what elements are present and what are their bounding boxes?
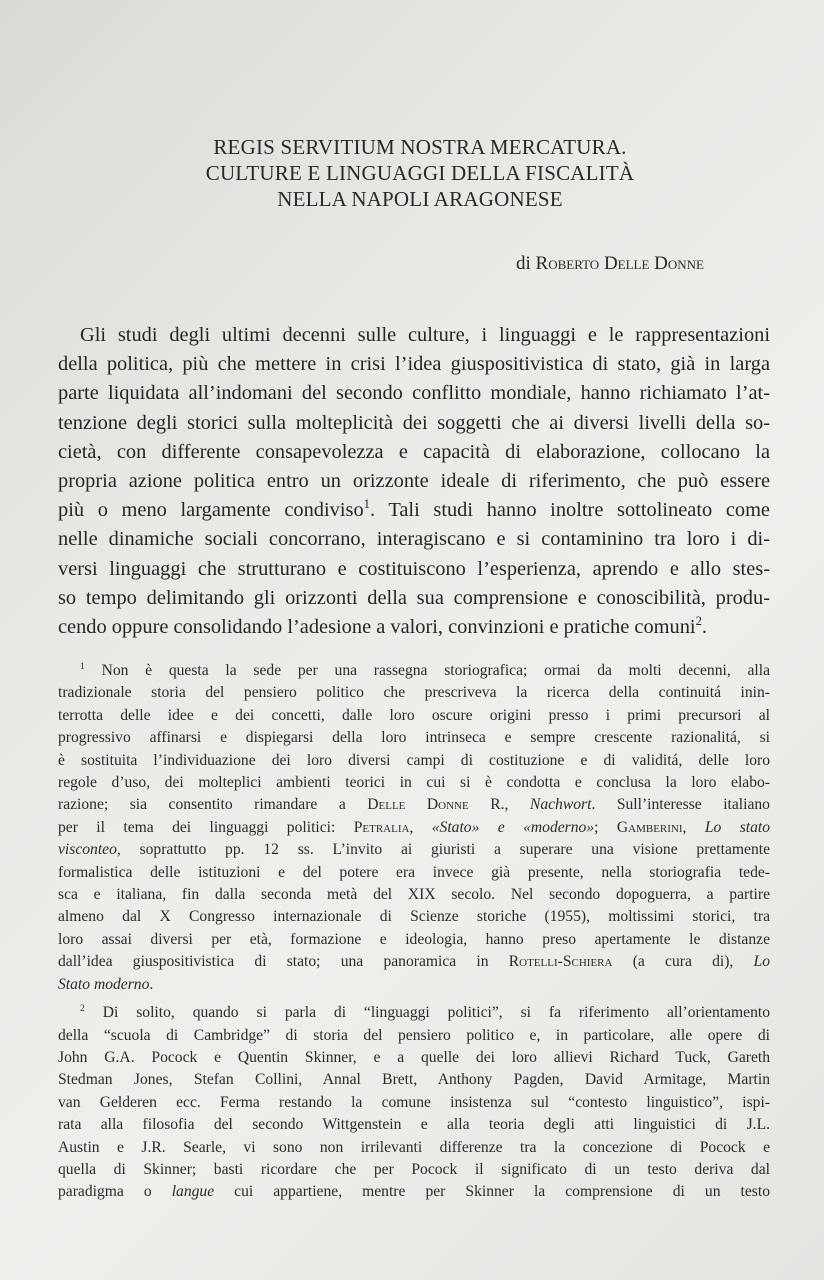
footnote-line (58, 951, 770, 973)
paragraph-line: so tempo delimitando gli orizzonti della sua comprensione e conoscibilità, produ- (58, 586, 770, 609)
footnotes (58, 660, 770, 1204)
citation-author: Rotelli-Schiera (508, 953, 613, 971)
citation-author: Gamberini (616, 818, 683, 836)
italic-term: langue (171, 1183, 215, 1201)
footnote-1 (58, 660, 770, 996)
paragraph-line (58, 613, 770, 642)
footnote-line: Austin e J.R. Searle, vi sono non irrilevanti differenze tra la concezione di Pocock e (58, 1138, 770, 1156)
footnote-line: Stedman Jones, Stefan Collini, Annal Brett, Anthony Pagden, David Armitage, Martin (58, 1071, 770, 1089)
footnote-text: R., (468, 796, 530, 814)
footnote-text: . (149, 975, 154, 993)
paragraph-text: più o meno largamente condiviso (58, 499, 364, 522)
citation-title: visconteo (58, 841, 117, 859)
paragraph-line: propria azione politica entro un orizzonte ideale di riferimento, che può essere (58, 470, 770, 493)
footnote-line: regole d’uso, dei molteplici ambienti teorici in cui si è condotta e conclusa la loro elabo- (58, 774, 770, 792)
citation-title: Stato moderno (58, 975, 150, 993)
citation-title: Lo (753, 953, 770, 971)
main-paragraph (58, 321, 770, 642)
footnote-text: per il tema dei linguaggi politici: (58, 818, 354, 836)
footnote-text: , (682, 818, 705, 836)
citation-title: Lo stato (704, 818, 770, 836)
paragraph-line (58, 496, 770, 525)
author-prefix: di (516, 253, 536, 274)
footnote-line: è sostituita l’individuazione dei loro diversi campi di costituzione e di validitá, delle loro (58, 751, 770, 769)
footnote-line: van Gelderen ecc. Ferma restando la comune insistenza sul “contesto linguistico”, ispi- (58, 1093, 770, 1111)
paragraph-line: nelle dinamiche sociali concorrano, interagiscano e si contaminino tra loro i di- (58, 528, 770, 551)
paragraph-line: parte liquidata all’indomani del secondo conflitto mondiale, hanno richiamato l’at- (58, 382, 770, 405)
footnote-line: John G.A. Pocock e Quentin Skinner, e a quelle dei loro allievi Richard Tuck, Gareth (58, 1048, 770, 1066)
footnote-line: della “scuola di Cambridge” di storia del pensiero politico e, in particolare, alle opere di (58, 1026, 770, 1044)
footnote-2 (58, 1002, 770, 1204)
footnote-line (58, 794, 770, 816)
chapter-title-line: NELLA NAPOLI ARAGONESE (277, 187, 563, 211)
paragraph-line: Gli studi degli ultimi decenni sulle culture, i linguaggi e le rappresentazioni (80, 324, 770, 346)
footnote-text: dall’idea giuspositivistica di stato; una panoramica in (58, 953, 509, 971)
footnote-line: tradizionale storia del pensiero politico che prescriveva la ricerca della continuitá inin- (58, 684, 770, 702)
footnote-ref: 2 (695, 614, 702, 629)
footnote-ref: 1 (363, 497, 370, 512)
citation-author: Delle Donne (367, 796, 469, 814)
footnote-line (58, 1181, 770, 1203)
paragraph-line: versi linguaggi che strutturano e costituiscono l’esperienza, aprendo e allo stes- (58, 557, 770, 580)
chapter-title (60, 134, 780, 212)
chapter-title-line: REGIS SERVITIUM NOSTRA MERCATURA. (213, 135, 627, 159)
footnote-text: cui appartiene, mentre per Skinner la comprensione di un testo (214, 1183, 770, 1201)
footnote-text: Di solito, quando si parla di “linguaggi politici”, si fa riferimento all’orientamento (84, 1004, 770, 1022)
footnote-line: sca e italiana, fin dalla seconda metà del XIX secolo. Nel secondo dopoguerra, a partire (58, 886, 770, 904)
paragraph-text: cendo oppure consolidando l’adesione a valori, convinzioni e pratiche comuni (58, 616, 696, 639)
footnote-line: quella di Skinner; basti ricordare che per Pocock il significato di un testo deriva dal (58, 1160, 770, 1178)
footnote-line: loro assai diversi per età, formazione e ideologia, hanno preso apertamente le distanze (58, 930, 770, 948)
paragraph-text: . (701, 616, 707, 639)
author-byline (516, 253, 704, 275)
paragraph-text: . Tali studi hanno inoltre sottolineato come (369, 499, 770, 522)
footnote-line: terrotta delle idee e dei concetti, dalle loro oscure origini presso i primi precursori al (58, 706, 770, 724)
footnote-line: almeno dal X Congresso internazionale di Scienze storiche (1955), moltissimi storici, tra (58, 908, 770, 926)
paragraph-line: tenzione degli storici sulla molteplicità dei soggetti che ai diversi livelli della so- (58, 411, 770, 434)
footnote-text: razione; sia consentito rimandare a (58, 796, 368, 814)
author-name: Roberto Delle Donne (535, 253, 704, 274)
citation-title: «Stato» e «moderno» (431, 818, 595, 836)
footnote-text: . Sull’interesse italiano (591, 796, 770, 814)
footnote-text: Non è questa la sede per una rassegna storiografica; ormai da molti decenni, alla (84, 662, 770, 679)
footnote-line: progressivo affinarsi e dispiegarsi della loro intrinseca e sempre crescente razionalitá, si (58, 729, 770, 747)
citation-author: Petralia (353, 818, 410, 836)
footnote-line (58, 817, 770, 839)
footnote-line (58, 660, 770, 682)
chapter-title-line: CULTURE E LINGUAGGI DELLA FISCALITÀ (205, 161, 635, 185)
footnote-text: , soprattutto pp. 12 ss. L’invito ai giuristi a superare una visione prettamente (116, 841, 770, 859)
footnote-text: ; (594, 818, 617, 836)
footnote-text: , (409, 818, 432, 836)
footnote-line: formalistica delle istituzioni e del potere era invece già presente, nella storiografia tede- (58, 863, 770, 881)
footnote-text: (a cura di), (612, 953, 754, 971)
footnote-line (58, 1002, 770, 1024)
footnote-text: paradigma o (58, 1183, 172, 1201)
citation-title: Nachwort (529, 796, 592, 814)
footnote-number: 2 (80, 1002, 85, 1014)
footnote-line (58, 839, 770, 861)
paragraph-line: cietà, con differente consapevolezza e capacità di elaborazione, collocano la (58, 440, 770, 463)
footnote-line: rata alla filosofia del secondo Wittgenstein e alla teoria degli atti linguistici di J.L. (58, 1116, 770, 1134)
footnote-number: 1 (80, 660, 85, 672)
paragraph-line: della politica, più che mettere in crisi l’idea giuspositivistica di stato, già in larga (58, 353, 770, 376)
footnote-line (58, 974, 770, 996)
